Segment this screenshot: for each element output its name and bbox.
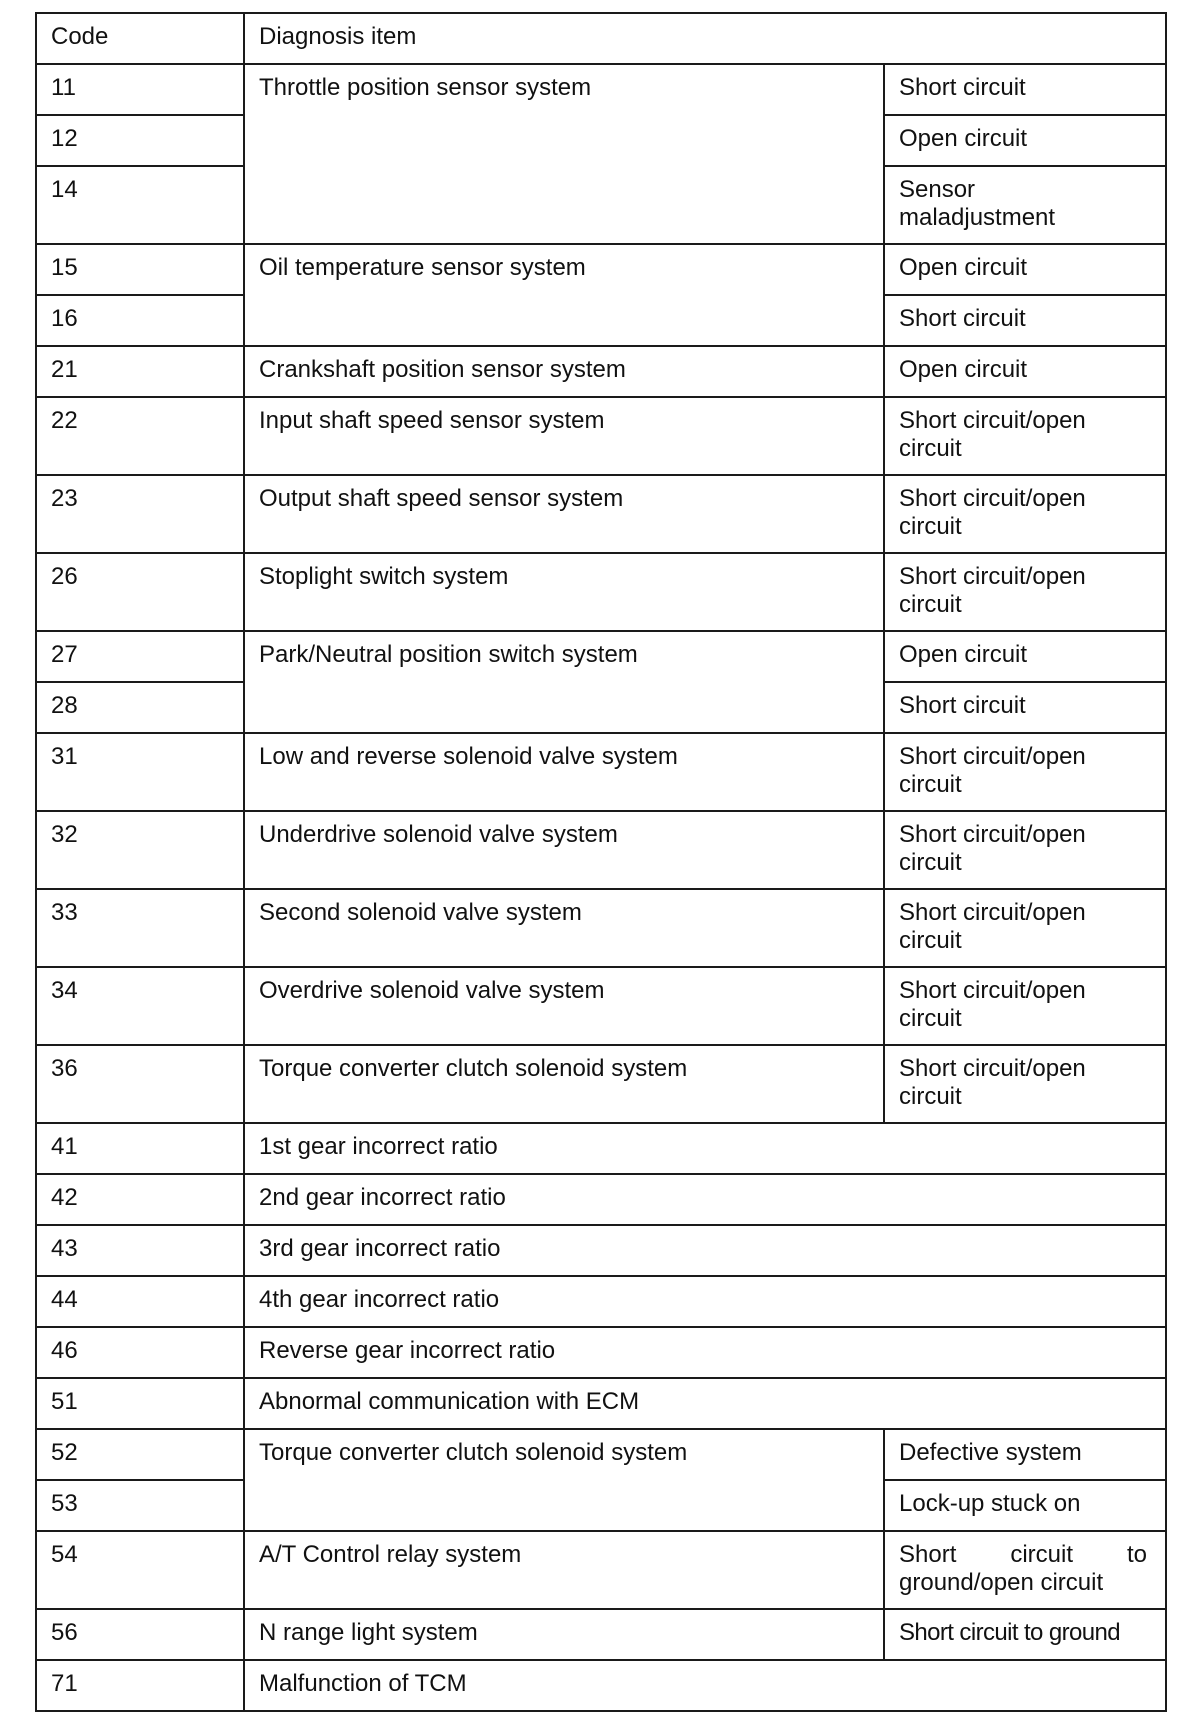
table-row [36, 346, 1166, 397]
table-row [36, 1327, 1166, 1378]
detail-cell: Open circuit [884, 244, 1166, 295]
code-cell: 22 [36, 397, 244, 475]
diagnosis-item-cell: Abnormal communication with ECM [244, 1378, 1166, 1429]
detail-cell: Open circuit [884, 631, 1166, 682]
diagnosis-item-cell: N range light system [244, 1609, 884, 1660]
code-cell: 11 [36, 64, 244, 115]
table-row [36, 1174, 1166, 1225]
diagnosis-item-cell: Input shaft speed sensor system [244, 397, 884, 475]
detail-cell: Short circuit/open circuit [884, 967, 1166, 1045]
table-row [36, 1123, 1166, 1174]
code-cell: 41 [36, 1123, 244, 1174]
code-cell: 27 [36, 631, 244, 682]
table-row [36, 1378, 1166, 1429]
diagnosis-item-cell: Reverse gear incorrect ratio [244, 1327, 1166, 1378]
detail-cell: Short circuit/open circuit [884, 733, 1166, 811]
table-row [36, 1225, 1166, 1276]
diagnosis-code-table [35, 12, 1167, 1712]
detail-cell: Short circuit/open circuit [884, 475, 1166, 553]
detail-cell: Open circuit [884, 115, 1166, 166]
diagnosis-item-cell: 2nd gear incorrect ratio [244, 1174, 1166, 1225]
detail-cell: Short circuit/open circuit [884, 1045, 1166, 1123]
table-row [36, 733, 1166, 811]
code-cell: 32 [36, 811, 244, 889]
table-row [36, 244, 1166, 295]
code-cell: 23 [36, 475, 244, 553]
table-header-row [36, 13, 1166, 64]
detail-cell: Sensor maladjustment [884, 166, 1166, 244]
diagnosis-item-cell: Torque converter clutch solenoid system [244, 1045, 884, 1123]
code-cell: 52 [36, 1429, 244, 1480]
code-cell: 43 [36, 1225, 244, 1276]
table-row [36, 811, 1166, 889]
detail-cell: Short circuit/open circuit [884, 553, 1166, 631]
table-row [36, 631, 1166, 682]
code-cell: 33 [36, 889, 244, 967]
table-row [36, 475, 1166, 553]
header-diagnosis-item: Diagnosis item [244, 13, 1166, 64]
code-cell: 16 [36, 295, 244, 346]
detail-cell: Open circuit [884, 346, 1166, 397]
code-cell: 46 [36, 1327, 244, 1378]
table-row [36, 1276, 1166, 1327]
code-cell: 53 [36, 1480, 244, 1531]
code-cell: 42 [36, 1174, 244, 1225]
table-row [36, 889, 1166, 967]
table-row [36, 1531, 1166, 1609]
detail-cell: Lock-up stuck on [884, 1480, 1166, 1531]
header-code: Code [36, 13, 244, 64]
code-cell: 28 [36, 682, 244, 733]
diagnosis-item-cell: 4th gear incorrect ratio [244, 1276, 1166, 1327]
code-cell: 44 [36, 1276, 244, 1327]
diagnosis-item-cell: Malfunction of TCM [244, 1660, 1166, 1711]
table-row [36, 1609, 1166, 1660]
code-cell: 34 [36, 967, 244, 1045]
detail-cell: Short circuit to ground/open circuit [884, 1531, 1166, 1609]
code-cell: 12 [36, 115, 244, 166]
code-cell: 54 [36, 1531, 244, 1609]
code-cell: 14 [36, 166, 244, 244]
table-row [36, 967, 1166, 1045]
diagnosis-item-cell: Stoplight switch system [244, 553, 884, 631]
table-row [36, 397, 1166, 475]
detail-cell: Short circuit/open circuit [884, 811, 1166, 889]
code-cell: 51 [36, 1378, 244, 1429]
code-cell: 71 [36, 1660, 244, 1711]
table-row [36, 64, 1166, 115]
detail-cell: Short circuit to ground [884, 1609, 1166, 1660]
code-cell: 31 [36, 733, 244, 811]
code-cell: 26 [36, 553, 244, 631]
detail-cell: Short circuit/open circuit [884, 397, 1166, 475]
diagnosis-item-cell: Park/Neutral position switch system [244, 631, 884, 733]
detail-cell: Short circuit [884, 682, 1166, 733]
detail-cell: Short circuit [884, 295, 1166, 346]
diagnosis-item-cell: Oil temperature sensor system [244, 244, 884, 346]
detail-cell: Short circuit/open circuit [884, 889, 1166, 967]
code-cell: 21 [36, 346, 244, 397]
table-row [36, 553, 1166, 631]
detail-cell: Short circuit [884, 64, 1166, 115]
table-row [36, 1660, 1166, 1711]
diagnosis-item-cell: 3rd gear incorrect ratio [244, 1225, 1166, 1276]
table-row [36, 1045, 1166, 1123]
code-cell: 15 [36, 244, 244, 295]
diagnosis-item-cell: Output shaft speed sensor system [244, 475, 884, 553]
table-row [36, 1429, 1166, 1480]
diagnosis-item-cell: Torque converter clutch solenoid system [244, 1429, 884, 1531]
diagnosis-item-cell: Underdrive solenoid valve system [244, 811, 884, 889]
diagnosis-item-cell: 1st gear incorrect ratio [244, 1123, 1166, 1174]
diagnosis-item-cell: Second solenoid valve system [244, 889, 884, 967]
diagnosis-item-cell: Crankshaft position sensor system [244, 346, 884, 397]
code-cell: 56 [36, 1609, 244, 1660]
detail-cell: Defective system [884, 1429, 1166, 1480]
diagnosis-item-cell: A/T Control relay system [244, 1531, 884, 1609]
diagnosis-item-cell: Overdrive solenoid valve system [244, 967, 884, 1045]
diagnosis-item-cell: Throttle position sensor system [244, 64, 884, 244]
code-cell: 36 [36, 1045, 244, 1123]
diagnosis-item-cell: Low and reverse solenoid valve system [244, 733, 884, 811]
